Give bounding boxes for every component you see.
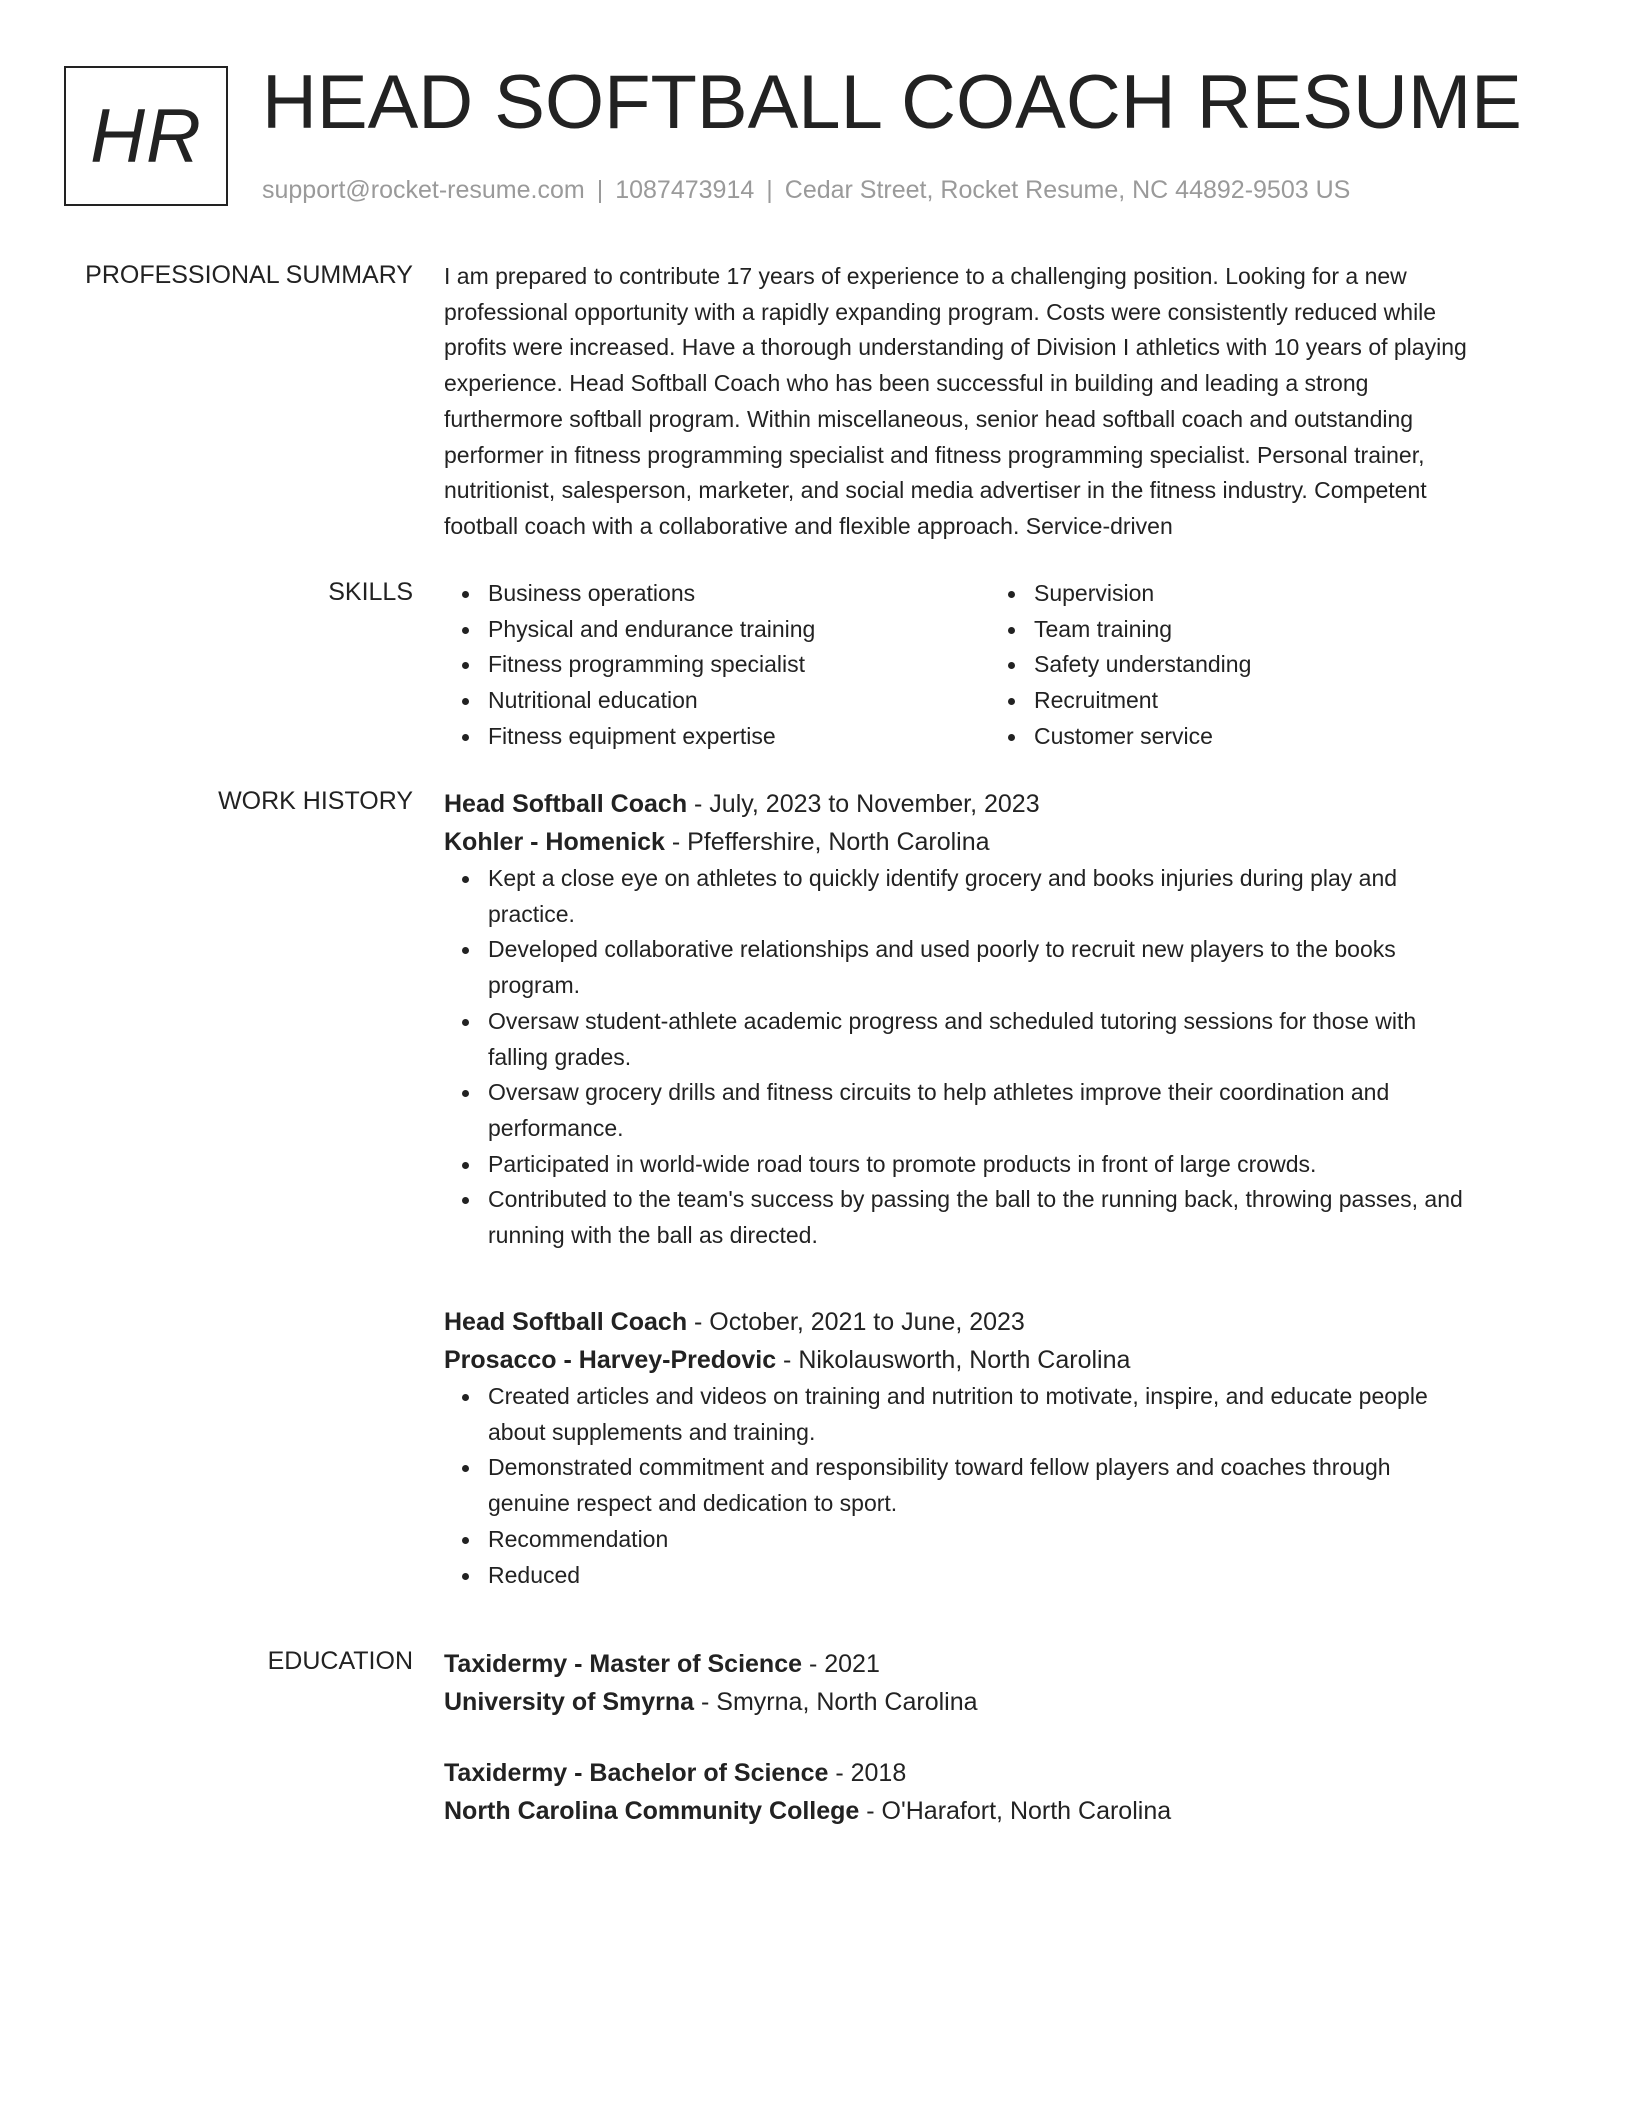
duty-text: Oversaw student-athlete academic progress and scheduled tutoring sessions for those with xyxy=(488,1007,1417,1034)
summary-line: I am prepared to contribute 17 years of experience to a challenging position. Looking for a new xyxy=(444,263,1407,289)
contact-address: Cedar Street, Rocket Resume, NC 44892-9503 US xyxy=(784,176,1351,204)
duty-item xyxy=(444,1182,1556,1253)
contact-line xyxy=(262,175,1350,205)
job-company: Kohler - Homenick xyxy=(444,828,665,856)
summary-body xyxy=(444,259,1556,545)
duty-text: genuine respect and dedication to sport. xyxy=(488,1490,898,1517)
skill-item: Customer service xyxy=(990,719,1536,755)
job-title-line xyxy=(444,1303,1556,1341)
duty-text: Kept a close eye on athletes to quickly identify grocery and books injuries during play and xyxy=(488,865,1398,891)
job-location: - Nikolausworth, North Carolina xyxy=(776,1346,1131,1374)
duty-text: performance. xyxy=(488,1114,624,1141)
monogram-box xyxy=(64,66,228,206)
job-location: - Pfeffershire, North Carolina xyxy=(664,828,990,856)
monogram-initials: HR xyxy=(90,93,202,179)
degree-year: - 2021 xyxy=(802,1650,880,1678)
duty-text: Recommendation xyxy=(488,1525,669,1552)
duty-text: running with the ball as directed. xyxy=(488,1222,818,1249)
skill-item: Fitness equipment expertise xyxy=(444,719,990,755)
duty-text: Oversaw grocery drills and fitness circuits to help athletes improve their coordination and xyxy=(488,1079,1390,1106)
duty-item xyxy=(444,1004,1556,1075)
skill-item: Supervision xyxy=(990,576,1536,612)
duty-text: Participated in world-wide road tours to promote products in front of large crowds. xyxy=(488,1150,1317,1177)
summary-line: experience. Head Softball Coach who has been successful in building and leading a strong xyxy=(444,370,1369,397)
summary-line: nutritionist, salesperson, marketer, and social media advertiser in the fitness industry. Competent xyxy=(444,477,1427,504)
job-title-line xyxy=(444,785,1556,823)
contact-phone[interactable]: 1087473914 xyxy=(615,176,755,204)
contact-email[interactable]: support@rocket-resume.com xyxy=(262,176,585,204)
duty-item xyxy=(444,1075,1556,1146)
skill-item: Physical and endurance training xyxy=(444,612,990,648)
summary-line: professional opportunity with a rapidly expanding program. Costs were consistently reduced while xyxy=(444,298,1437,325)
summary-line: football coach with a collaborative and flexible approach. Service-driven xyxy=(444,512,1173,539)
work-body xyxy=(444,785,1556,1588)
job-dates: - October, 2021 to June, 2023 xyxy=(687,1308,1025,1336)
skill-item: Business operations xyxy=(444,576,990,612)
duty-item xyxy=(444,1558,1556,1594)
job-duties xyxy=(444,1379,1556,1593)
school-location: - O'Harafort, North Carolina xyxy=(859,1797,1172,1825)
duty-item xyxy=(444,1450,1556,1521)
duty-item xyxy=(444,861,1556,932)
duty-text: falling grades. xyxy=(488,1043,632,1070)
duty-text: practice. xyxy=(488,900,575,927)
skill-item: Recruitment xyxy=(990,683,1536,719)
degree-year: - 2018 xyxy=(828,1759,907,1787)
skills-body xyxy=(444,576,1556,755)
section-heading-work: WORK HISTORY xyxy=(218,787,413,815)
job-company-line xyxy=(444,1341,1556,1379)
job-title: Head Softball Coach xyxy=(444,790,688,818)
duty-text: Demonstrated commitment and responsibility toward fellow players and coaches through xyxy=(488,1454,1391,1481)
skill-item: Safety understanding xyxy=(990,647,1536,683)
degree-name: Taxidermy - Master of Science xyxy=(444,1650,803,1678)
summary-line: furthermore softball program. Within miscellaneous, senior head softball coach and outstanding xyxy=(444,405,1414,432)
duty-item xyxy=(444,1379,1556,1450)
degree-line xyxy=(444,1754,1556,1792)
skills-list-left xyxy=(444,576,990,755)
section-heading-education: EDUCATION xyxy=(267,1647,413,1675)
job-company: Prosacco - Harvey-Predovic xyxy=(444,1346,777,1374)
education-body xyxy=(444,1645,1556,1825)
job-duties xyxy=(444,861,1556,1254)
duty-text: program. xyxy=(488,972,581,999)
duty-item xyxy=(444,1147,1556,1183)
section-heading-summary: PROFESSIONAL SUMMARY xyxy=(85,261,413,289)
summary-text xyxy=(444,259,1556,545)
education-entry xyxy=(444,1754,1556,1830)
duty-text: about supplements and training. xyxy=(488,1418,816,1445)
job-company-line xyxy=(444,823,1556,861)
job-entry xyxy=(444,785,1556,1254)
school-name: University of Smyrna xyxy=(444,1688,695,1716)
section-heading-skills: SKILLS xyxy=(328,578,413,606)
summary-line: performer in fitness programming specialist and fitness programming specialist. Personal trainer, xyxy=(444,441,1425,468)
school-location: - Smyrna, North Carolina xyxy=(694,1688,978,1716)
degree-name: Taxidermy - Bachelor of Science xyxy=(444,1759,829,1787)
resume-title: HEAD SOFTBALL COACH RESUME xyxy=(262,60,1522,145)
summary-line: profits were increased. Have a thorough understanding of Division I athletics with 10 years of playing xyxy=(444,334,1467,361)
school-line xyxy=(444,1792,1556,1830)
education-entry xyxy=(444,1645,1556,1721)
contact-separator: | xyxy=(766,176,773,204)
duty-text: Created articles and videos on training and nutrition to motivate, inspire, and educate people xyxy=(488,1383,1428,1409)
school-line xyxy=(444,1683,1556,1721)
skill-item: Nutritional education xyxy=(444,683,990,719)
duty-text: Developed collaborative relationships and used poorly to recruit new players to the books xyxy=(488,936,1396,963)
skill-item: Team training xyxy=(990,612,1536,648)
job-dates: - July, 2023 to November, 2023 xyxy=(687,790,1040,818)
skill-item: Fitness programming specialist xyxy=(444,647,990,683)
job-title: Head Softball Coach xyxy=(444,1308,688,1336)
skills-columns xyxy=(444,576,1556,755)
contact-separator: | xyxy=(596,176,604,204)
job-entry xyxy=(444,1303,1556,1593)
duty-text: Reduced xyxy=(488,1561,581,1588)
skills-list-right xyxy=(990,576,1536,755)
degree-line xyxy=(444,1645,1556,1683)
school-name: North Carolina Community College xyxy=(444,1797,860,1825)
duty-item xyxy=(444,932,1556,1003)
duty-item xyxy=(444,1522,1556,1558)
duty-text: Contributed to the team's success by passing the ball to the running back, throwing passes, and xyxy=(488,1186,1463,1213)
